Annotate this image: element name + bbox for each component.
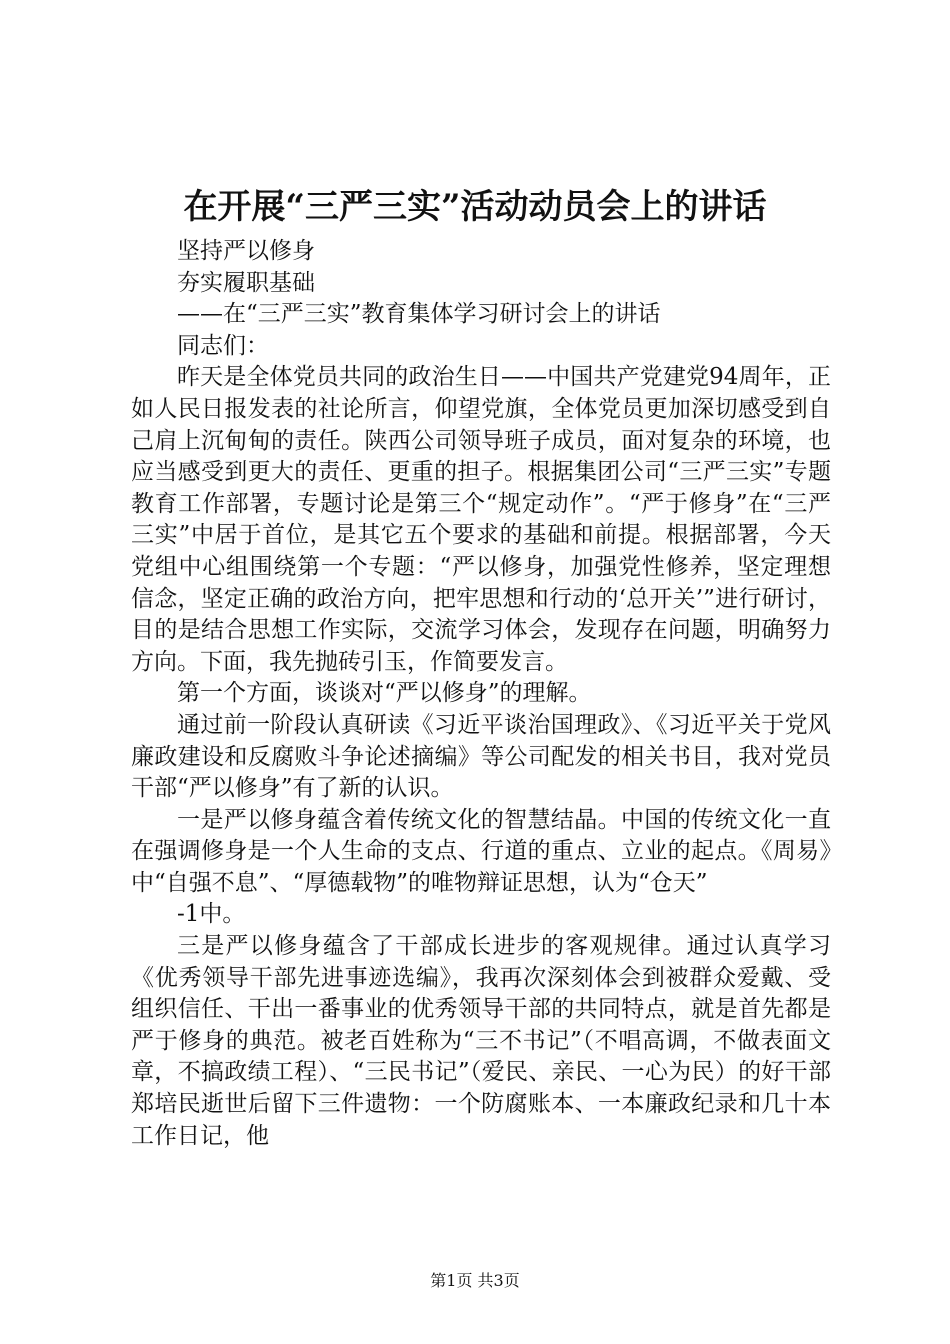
subtitle-line-3: ——在“三严三实”教育集体学习研讨会上的讲话 xyxy=(177,301,661,328)
salutation: 同志们： xyxy=(177,332,269,359)
page-footer: 第1页 共3页 xyxy=(430,1271,520,1290)
subtitle-line-2: 夯实履职基础 xyxy=(177,269,315,296)
paragraph: 昨天是全体党员共同的政治生日——中国共产党建党94周年，正如人民日报发表的社论所言，仰望党旗，全体党员更加深切感受到自己肩上沉甸甸的责任。陕西公司领导班子成员，面对复杂的环境，也应当感受到更大的责任、更重的担子。根据集团公司“三严三实”专题教育工作部署，专题讨论是第三个“规定动作”。“严于修身”在“三严三实”中居于首位，是其它五个要求的基础和前提。根据部署，今天党组中心组围绕第一个专题：“严以修身，加强党性修养，坚定理想信念，坚定正确的政治方向，把牢思想和行动的‘总开关’”进行研讨，目的是结合思想工作实际，交流学习体会，发现存在问题，明确努力方向。下面，我先抛砖引玉，作简要发言。 xyxy=(131,364,831,675)
section-heading: 第一个方面，谈谈对“严以修身”的理解。 xyxy=(177,680,592,707)
paragraph-fragment: -1中。 xyxy=(177,901,246,928)
document-body xyxy=(131,236,831,1152)
paragraph: 三是严以修身蕴含了干部成长进步的客观规律。通过认真学习《优秀领导干部先进事迹选编》，我再次深刻体会到被群众爱戴、受组织信任、干出一番事业的优秀领导干部的共同特点，就是首先都是严于修身的典范。被老百姓称为“三不书记”（不唱高调，不做表面文章，不搞政绩工程）、“三民书记”（爱民、亲民、一心为民）的好干部郑培民逝世后留下三件遗物：一个防腐账本、一本廉政纪录和几十本工作日记，他 xyxy=(131,933,831,1149)
paragraph: 一是严以修身蕴含着传统文化的智慧结晶。中国的传统文化一直在强调修身是一个人生命的支点、行道的重点、立业的起点。《周易》中“自强不息”、“厚德载物”的唯物辩证思想，认为“仓天” xyxy=(131,806,831,896)
paragraph: 通过前一阶段认真研读《习近平谈治国理政》、《习近平关于党风廉政建设和反腐败斗争论述摘编》等公司配发的相关书目，我对党员干部“严以修身”有了新的认识。 xyxy=(131,711,831,802)
document-title: 在开展“三严三实”活动动员会上的讲话 xyxy=(183,187,767,227)
subtitle-line-1: 坚持严以修身 xyxy=(177,238,315,264)
